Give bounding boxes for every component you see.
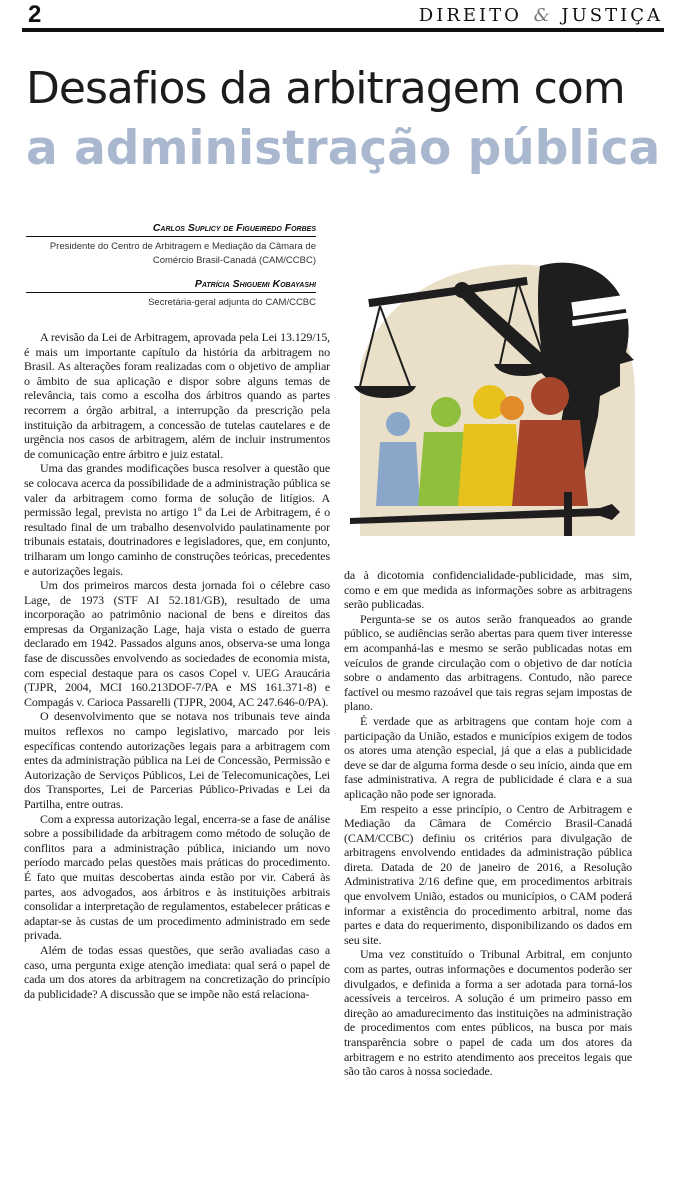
- author-2: [26, 278, 316, 310]
- paragraph-continuation: da à dicotomia confidencialidade-publicidade, mas sim, como e em que medida as informações sobre as arbitragens serão publicadas.: [344, 568, 632, 612]
- section-title-right: JUSTIÇA: [561, 5, 663, 26]
- paragraph: Uma vez constituído o Tribunal Arbitral, em conjunto com as partes, outras informações e documentos poderão ser divulgados, e definida a forma a ser adotada para torná-los acessíveis a terceiros. A solução é um primeiro passo em direção ao amadurecimento das instituições na administração de procedimentos com entes públicos, na busca por mais transparência sobre o papel de cada um dos atores da arbitragem e no estrito atendimento aos preceitos legais que são tão caros à nossa sociedade.: [344, 947, 632, 1079]
- headline-line-1: Desafios da arbitragem com: [26, 63, 625, 114]
- paragraph: Um dos primeiros marcos desta jornada foi o célebre caso Lage, de 1973 (STF AI 52.181/GB), resultado de uma incorporação ao patrimônio nacional de bens e direitos das empresas da Organização Lage, haja vista o estado de guerra declarado em 1942. Passados alguns anos, observa-se uma longa fase de discussões envolvendo as sociedades de economia mista, com especial destaque para os casos Copel v. UEG Araucária (TJPR, 2004, MCI 160.213DOF-7/PA e MS 161.371-8) e Compagás v. Carioca Passarelli (TJPR, 2004, AC 247.646-0/PA).: [24, 578, 330, 709]
- header-rule: [22, 28, 664, 32]
- author-name: Carlos Suplicy de Figueiredo Forbes: [26, 222, 316, 237]
- orange-figure: [500, 396, 524, 420]
- section-title-left: DIREITO: [418, 5, 522, 26]
- paragraph: A revisão da Lei de Arbitragem, aprovada pela Lei 13.129/15, é mais um importante capítulo da história da arbitragem no Brasil. As alterações foram realizadas com o objetivo de ampliar o âmbito de sua aplicação e dispor sobre alguns temas de relevância, tais como a escolha dos árbitros quando as partes recorrem a órgão arbitral, a interrupção da prescrição pela instituição da arbitragem, a concessão de tutelas cautelares e de urgência nos casos de arbitragem, além de incluir instrumentos de comunicação entre árbitro e juiz estatal.: [24, 330, 330, 461]
- author-role-line: Presidente do Centro de Arbitragem e Mediação da Câmara de: [49, 241, 316, 252]
- page-header: [0, 0, 675, 34]
- article-column-left: [24, 330, 330, 1192]
- article-column-right: [344, 568, 632, 1193]
- author-role-line: Secretária-geral adjunta do CAM/CCBC: [148, 297, 316, 308]
- author-1: [26, 222, 316, 268]
- author-role-line: Comércio Brasil-Canadá (CAM/CCBC): [152, 255, 316, 266]
- paragraph: É verdade que as arbitragens que contam hoje com a participação da União, estados e municípios exigem de todos os atores uma atenção especial, já que a elas a publicidade deve se dar de alguma forma desde o seu início, ainda que em fase administrativa. A regra de publicidade é clara e a sua aplicação não pode ser ignorada.: [344, 713, 632, 801]
- author-role: [26, 296, 316, 310]
- paragraph: Em respeito a esse princípio, o Centro de Arbitragem e Mediação da Câmara de Comércio Brasil-Canadá (CAM/CCBC) definiu os critérios para divulgação de arbitragens envolvendo entidades da administração pública direta. Datada de 20 de janeiro de 2016, a Resolução Administrativa 2/16 define que, em procedimentos arbitrais que envolvem União, estados ou municípios, o CAM poderá informar a existência do procedimento arbitral, nome das partes e data do requerimento, disponibilizando os dados em seu site.: [344, 801, 632, 947]
- justice-illustration: [350, 236, 640, 552]
- section-title: [411, 4, 663, 28]
- page-number: 2: [28, 1, 42, 28]
- paragraph: Pergunta-se se os autos serão franqueados ao grande público, se audiências serão abertas para quem tiver interesse em acompanhá-las e mesmo se serão publicadas notas em veículos de grande circulação com o objetivo de dar notícia sobre o andamento das arbitragens. Contudo, não parece factível ou mesmo razoável que tais regras sejam impostas de plano.: [344, 611, 632, 714]
- author-block: [26, 222, 316, 320]
- section-title-ampersand: &: [533, 5, 550, 26]
- paragraph: Além de todas essas questões, que serão avaliadas caso a caso, uma pergunta exige atenção imediata: qual será o papel de cada um dos atores da arbitragem na concretização do princípio da publicidade? A discussão que se impõe não está relaciona-: [24, 942, 330, 1001]
- author-name: Patrícia Shiguemi Kobayashi: [26, 278, 316, 293]
- sword-guard: [564, 492, 572, 536]
- paragraph: O desenvolvimento que se notava nos tribunais teve ainda muitos reflexos no campo legislativo, marcado por leis específicas contendo autorizações legais para a arbitragem com entes da administração pública na Lei de Concessão, Permissão e Autorização de Serviços Públicos, Lei de Telecomunicações, Lei dos Transportes, Lei de Parcerias Público-Privadas e Lei da Partilha, entre outras.: [24, 709, 330, 811]
- headline: [26, 60, 666, 180]
- scale-pivot: [454, 282, 470, 298]
- headline-line-2: a administração pública: [26, 121, 661, 176]
- author-role: [26, 240, 316, 268]
- paragraph: Com a expressa autorização legal, encerra-se a fase de análise sobre a possibilidade da arbitragem como método de solução de conflitos para a administração pública, iniciando um novo período marcado pelas questões mais práticas do procedimento. É fato que muitas descobertas ainda estão por vir. Caberá às partes, aos advogados, aos árbitros e às instituições arbitrais consolidar a interpretação de regulamentos, estabelecer práticas e adaptar-se às custas de um procedimento administrado em sede privada.: [24, 811, 330, 943]
- paragraph: Uma das grandes modificações busca resolver a questão que se colocava acerca da possibilidade de a administração pública se valer da arbitragem como forma de solução de litígios. A permissão legal, prevista no artigo 1º da Lei de Arbitragem, é o resultado final de um trabalho desenvolvido paulatinamente por tribunais estatais, doutrinadores e legisladores, que, em conjunto, trilharam um longo caminho de construções teóricas, precedentes e autorizações legais.: [24, 461, 330, 578]
